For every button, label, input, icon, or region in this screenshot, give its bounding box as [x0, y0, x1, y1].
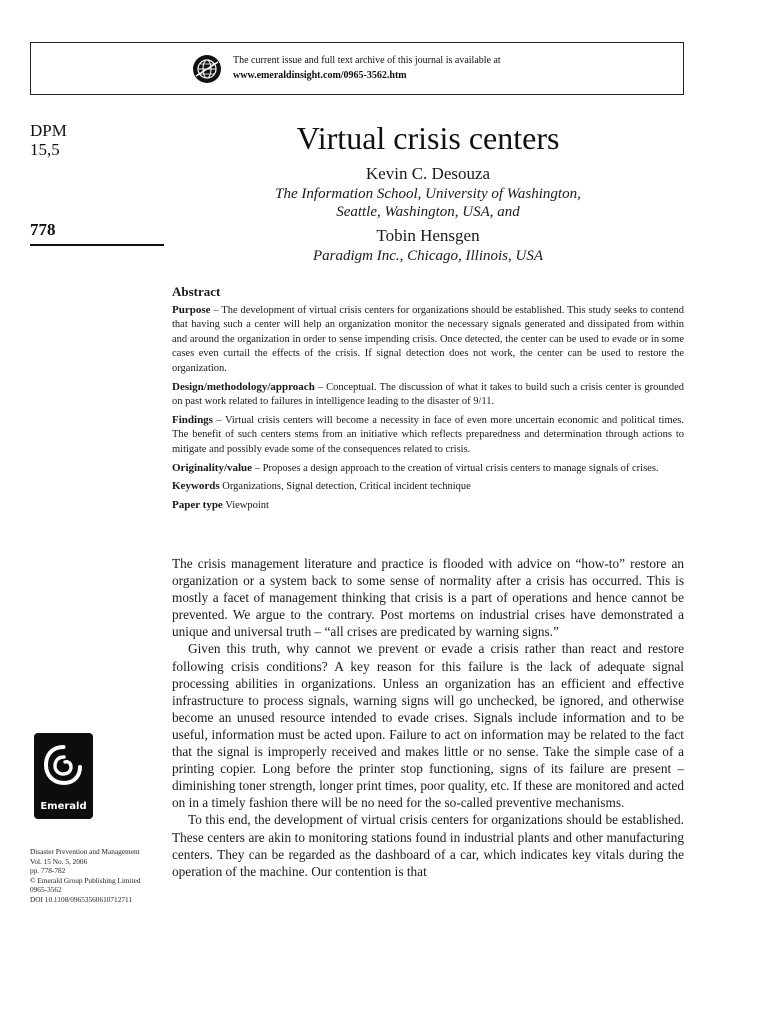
meta-volume: Vol. 15 No. 5, 2006 [30, 856, 88, 866]
abstract [172, 285, 684, 516]
purpose-label: Purpose [172, 303, 211, 316]
journal-url-link[interactable]: www.emeraldinsight.com/0965-3562.htm [233, 70, 407, 81]
emerald-logo-text: Emerald [40, 801, 87, 812]
meta-pages: pp. 778-782 [30, 866, 66, 876]
keywords-text: Organizations, Signal detection, Critical incident technique [219, 481, 471, 493]
abstract-findings [172, 413, 684, 458]
keywords-label: Keywords [172, 480, 220, 493]
abstract-purpose [172, 303, 684, 377]
originality-text: – Proposes a design approach to the creation of virtual crisis centers to manage signals of crises. [252, 462, 659, 474]
journal-abbreviation [30, 121, 67, 159]
paper-type-label: Paper type [172, 498, 223, 511]
paper-type-text: Viewpoint [222, 499, 269, 511]
page-number: 778 [30, 220, 56, 239]
design-text: – Conceptual. The discussion of what it takes to build such a crisis center is grounded on past work related to failures in intelligence leading to the disaster of 9/11. [172, 381, 684, 408]
author-name-1: Kevin C. Desouza [365, 164, 491, 183]
article-title: Virtual crisis centers [296, 120, 560, 156]
meta-copyright: © Emerald Group Publishing Limited [30, 875, 141, 885]
design-label: Design/methodology/approach [172, 380, 315, 393]
affiliation-1-line-2: Seattle, Washington, USA, and [336, 204, 520, 220]
body-paragraph-1: The crisis management literature and practice is flooded with advice on “how-to” restore an organization or a system back to some sense of normality after a crisis has occurred. This is mostly a facet of management thinking that crisis is a part of operations and hence cannot be prevented. We argue to the contrary. Post mortems on industrial crises have demonstrated a unique and universal truth – “all crises are predicated by warning signs.” [172, 556, 684, 640]
page-number-rule [30, 244, 164, 246]
affiliation-1-line-1: The Information School, University of Washington, [275, 186, 581, 202]
abstract-design [172, 380, 684, 410]
author-name-2: Tobin Hensgen [376, 226, 480, 245]
emerald-globe-icon [192, 54, 222, 84]
abstract-heading: Abstract [172, 284, 221, 299]
banner-text [233, 53, 501, 83]
purpose-text: – The development of virtual crisis centers for organizations should be established. This study seeks to contend that having such a center will help an organization monitor the necessary signals generated and dissipated from within and around the organization in order to sense impending crisis. Once detected, the center can be used to evade or in some cases even curtail the effects of the crisis. If signal detection does not work, the center can be used to restore the organization. [172, 304, 684, 374]
meta-issn: 0965-3562 [30, 885, 62, 895]
publication-metadata [30, 847, 141, 905]
body-paragraph-3: To this end, the development of virtual crisis centers for organizations should be established. These centers are akin to monitoring stations found in industrial plants and other manufacturing centers. They can be regarded as the dashboard of a car, which indicates key vitals during the operation of the machine. Our contention is that [172, 812, 684, 879]
body-paragraph-2: Given this truth, why cannot we prevent or evade a crisis rather than react and restore following crisis conditions? A key reason for this failure is the lack of adequate signal processing abilities in organizations. Unless an organization has an efficient and effective infrastructure to process signals, warning signs will go unchecked, be ignored, and otherwise become an unused resource intended to evade crises. Signals include information and to be useful, information must be acted upon. Failure to act on information may be related to the fact that the signal is improperly received and makes little or no sense. Take the simple case of a printing copier. Long before the printer stop functioning, signs of its failure are present – diminishing toner strength, longer print times, poor quality, etc. If these are monitored and acted on in a timely fashion there will be no need for the so-called preventive mechanisms. [172, 641, 684, 811]
abstract-originality [172, 461, 684, 477]
findings-text: – Virtual crisis centers will become a necessity in face of even more uncertain economic and political times. The benefit of such centers stems from an initiative which reflects preparedness and determination through actions to mitigate and possibly evade some of the consequences related to crisis. [172, 414, 684, 455]
findings-label: Findings [172, 413, 213, 426]
banner-line: The current issue and full text archive of this journal is available at [233, 55, 501, 66]
meta-doi: DOI 10.1108/09653560610712711 [30, 894, 133, 904]
volume-issue: 15,5 [30, 140, 60, 159]
emerald-logo [34, 733, 93, 819]
originality-label: Originality/value [172, 461, 253, 474]
journal-access-banner [30, 42, 684, 95]
abstract-keywords [172, 479, 684, 495]
abstract-paper-type [172, 498, 684, 514]
affiliation-2: Paradigm Inc., Chicago, Illinois, USA [313, 248, 543, 264]
journal-abbr-text: DPM [30, 121, 67, 140]
meta-journal: Disaster Prevention and Management [30, 847, 140, 856]
emerald-swirl-icon [42, 741, 85, 791]
article-body [172, 555, 684, 880]
